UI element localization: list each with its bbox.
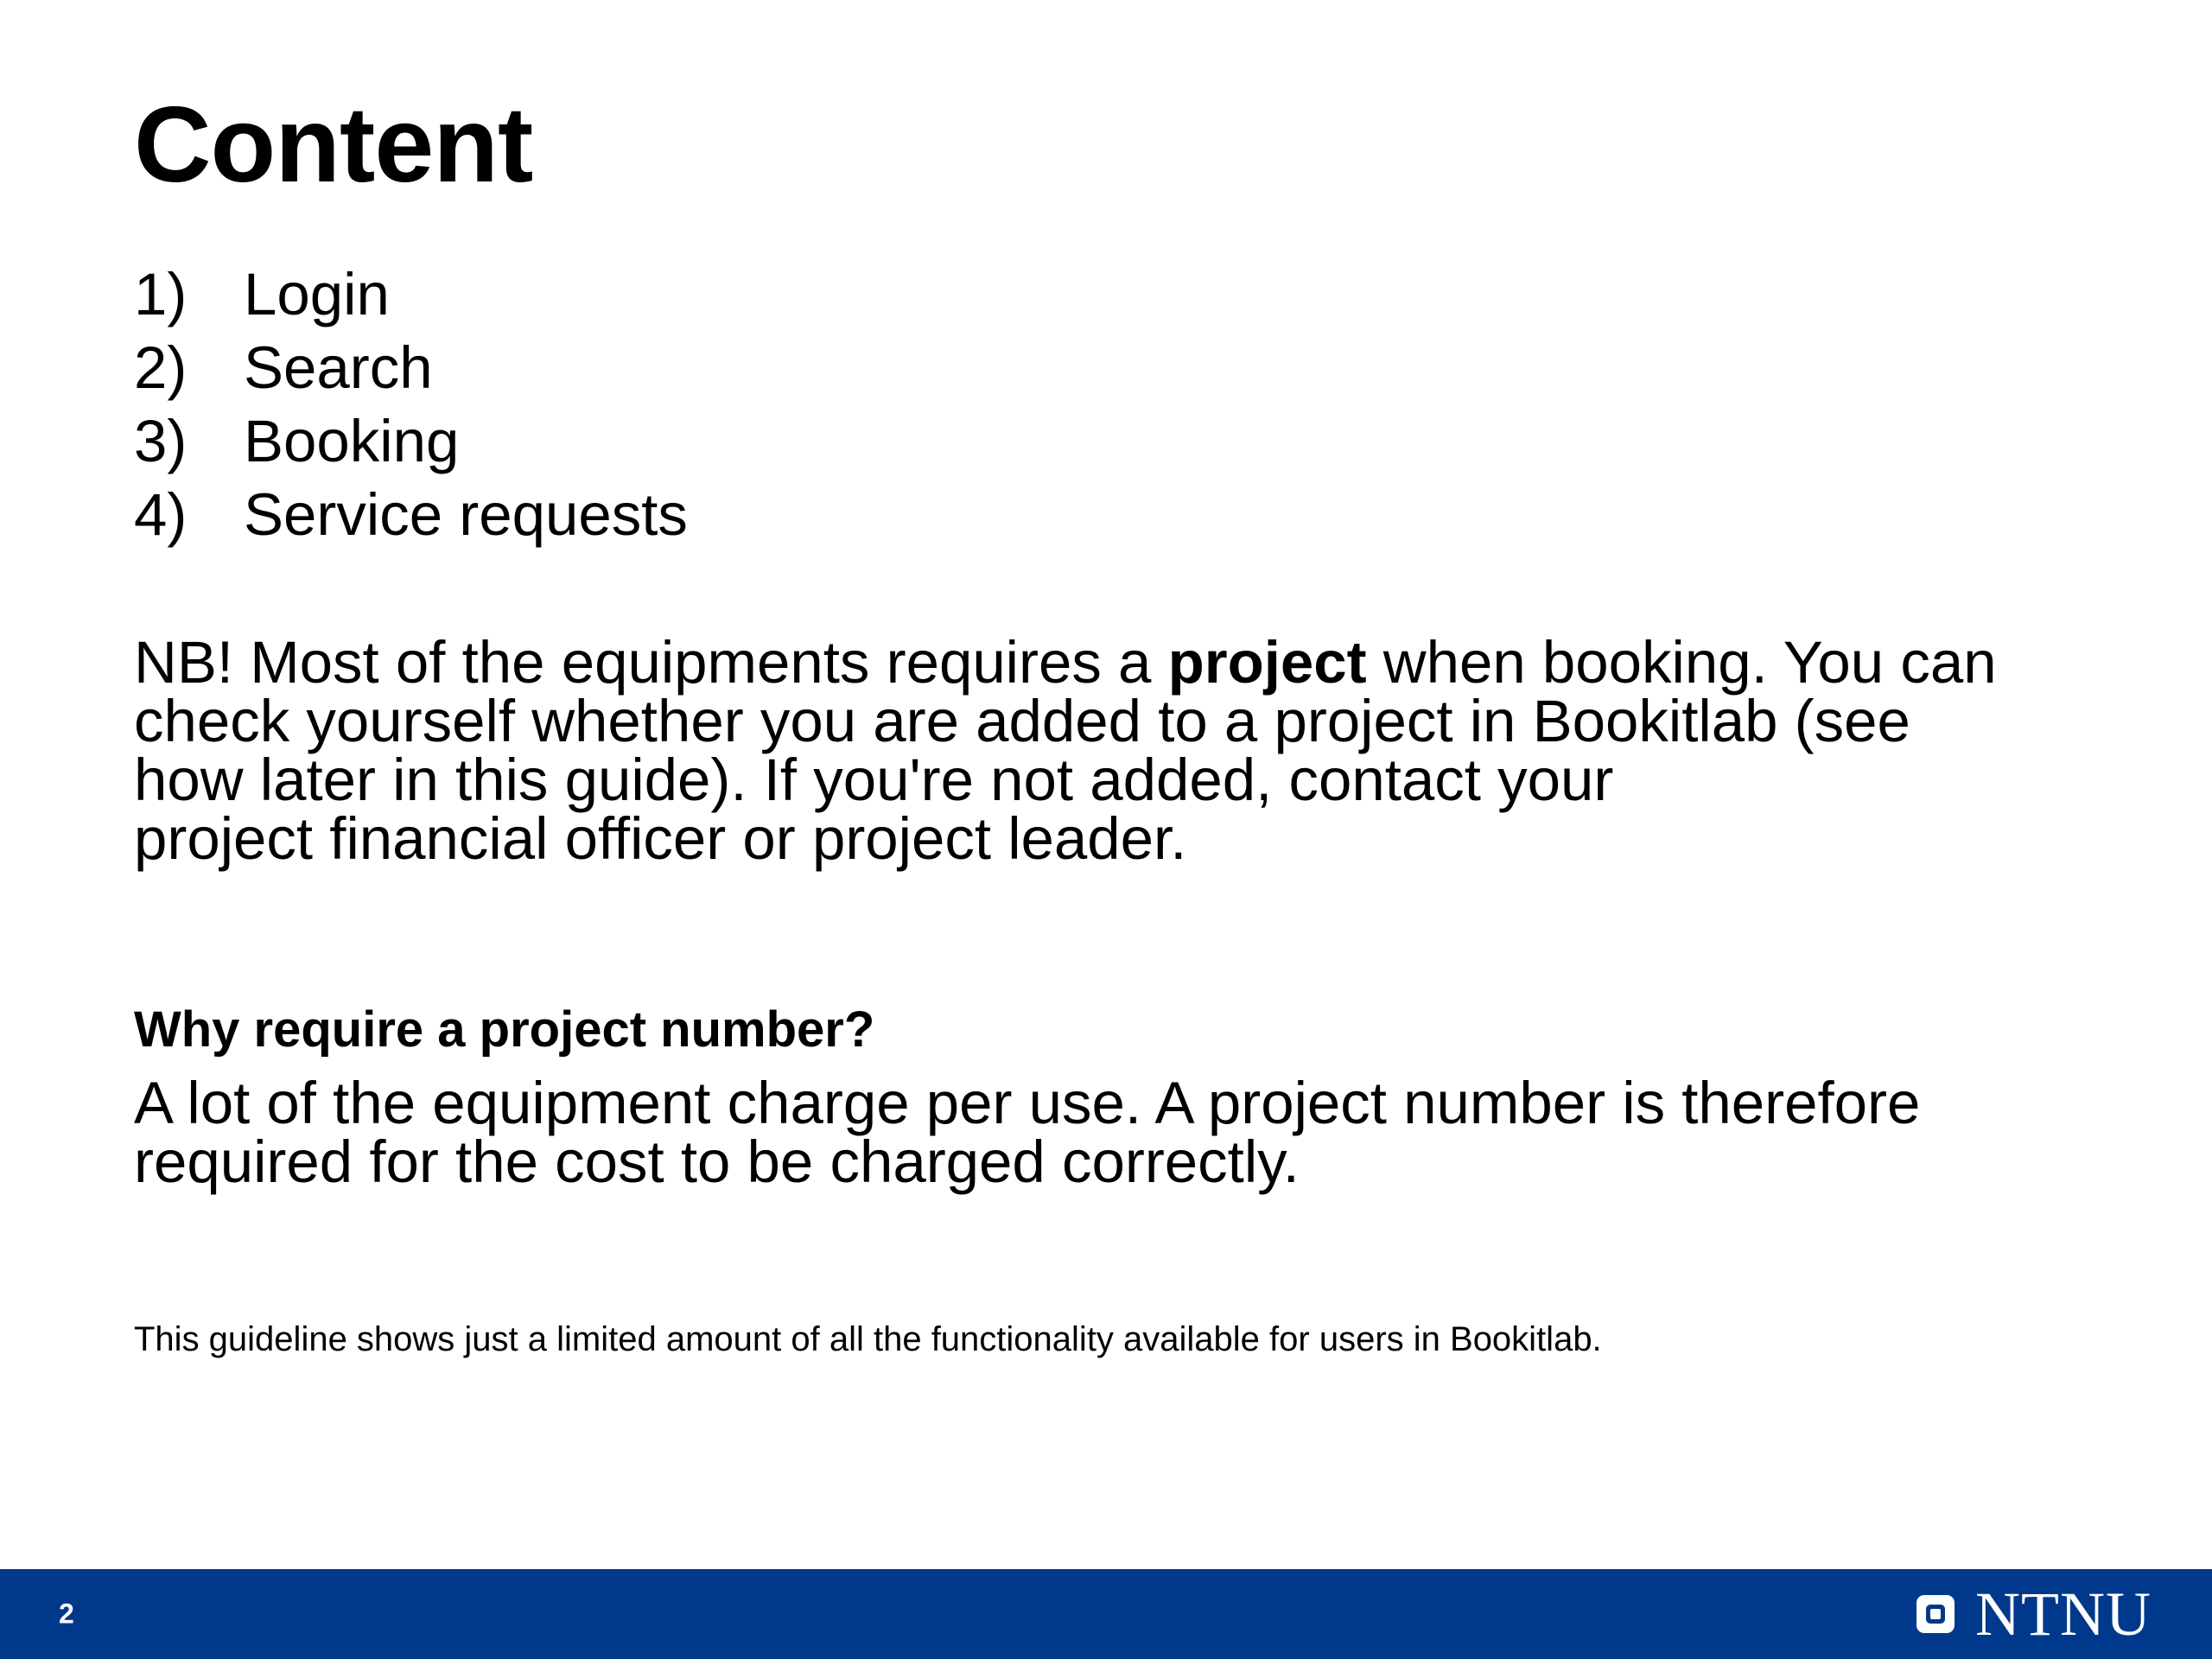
toc-item [134, 404, 688, 478]
nb-line-1 [134, 629, 2121, 696]
footnote: This guideline shows just a limited amount of all the functionality available for users in Bookitlab. [134, 1320, 1602, 1358]
toc-item [134, 478, 688, 551]
ntnu-logo-icon [1915, 1593, 1956, 1635]
page-number: 2 [59, 1598, 74, 1630]
nb-line-2: check yourself whether you are added to a project in Bookitlab (see [134, 688, 1910, 754]
toc-item [134, 257, 688, 331]
nb-line-4: project financial officer or project leader. [134, 805, 1187, 872]
toc-item-number: 2) [134, 334, 188, 401]
why-line-2: required for the cost to be charged correctly. [134, 1128, 1300, 1195]
toc-item [134, 331, 688, 404]
footer-bar [0, 1569, 2212, 1659]
nb-paragraph [134, 629, 2121, 872]
why-paragraph [134, 1070, 1921, 1195]
table-of-contents [134, 257, 688, 551]
nb-bold-project: project [1167, 629, 1367, 696]
ntnu-logo-text: NTNU [1975, 1580, 2152, 1649]
toc-item-label: Service requests [244, 481, 688, 548]
ntnu-logo [1915, 1580, 2152, 1649]
toc-item-number: 1) [134, 261, 188, 327]
toc-item-label: Search [244, 334, 433, 401]
why-line-1: A lot of the equipment charge per use. A project number is therefore [134, 1070, 1921, 1136]
toc-item-number: 4) [134, 481, 188, 548]
nb-line-3: how later in this guide). If you're not added, contact your [134, 747, 1614, 813]
why-heading: Why require a project number? [134, 1001, 875, 1058]
toc-item-label: Booking [244, 408, 460, 474]
toc-item-number: 3) [134, 408, 188, 474]
nb-text-before-bold: NB! Most of the equipments requires a [134, 629, 1168, 696]
nb-text-after-bold: when booking. You can [1366, 629, 1997, 696]
slide-title: Content [134, 86, 533, 205]
toc-item-label: Login [244, 261, 390, 327]
